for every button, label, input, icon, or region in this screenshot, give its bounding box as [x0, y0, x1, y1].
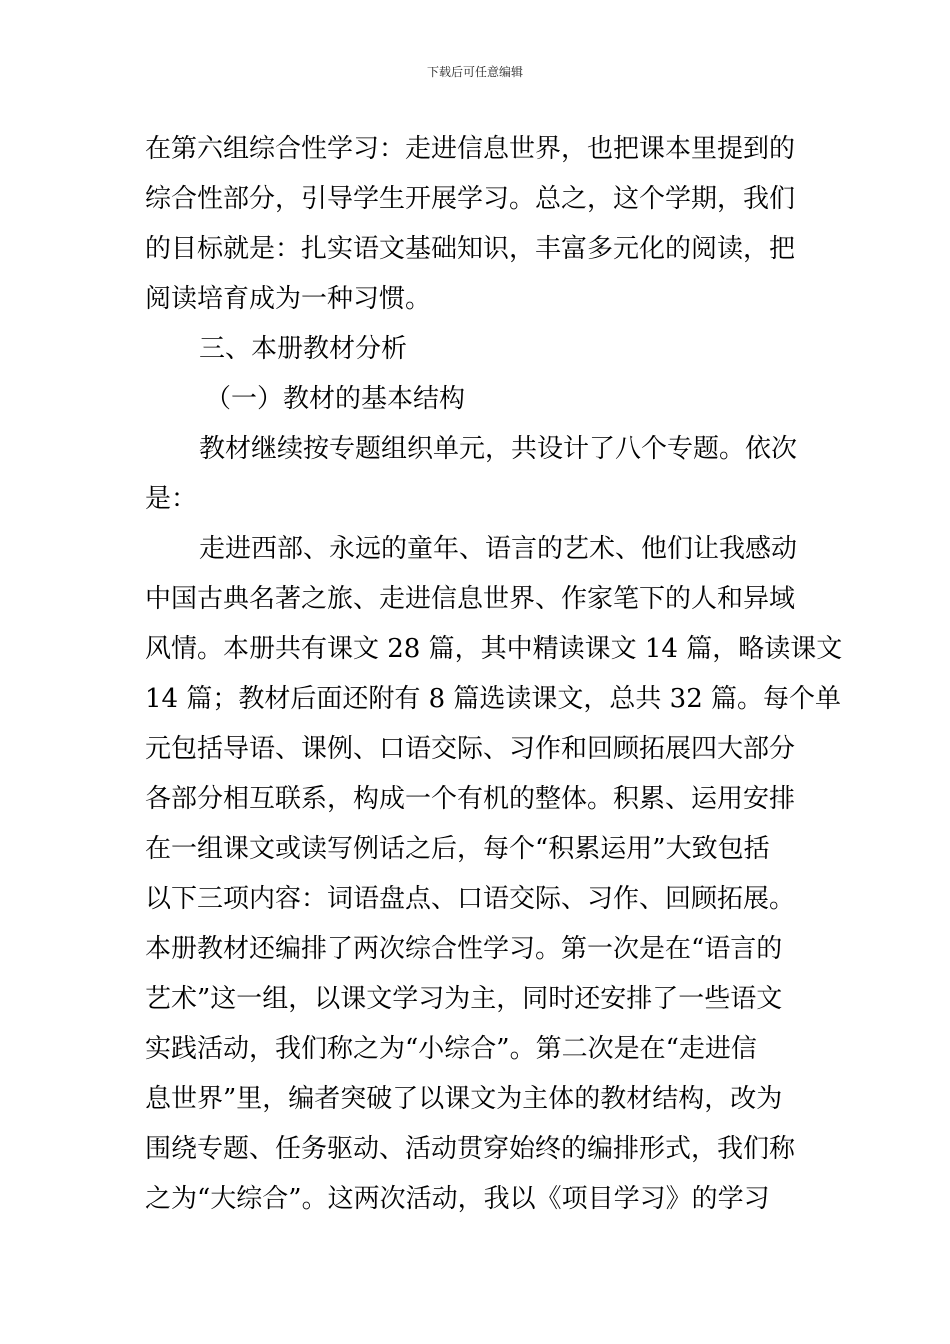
text-line: 元包括导语、课例、口语交际、习作和回顾拓展四大部分 — [145, 734, 796, 764]
text-line: 是： — [145, 484, 198, 514]
subsection-heading: （一）教材的基本结构 — [205, 384, 466, 414]
text-line: 在一组课文或读写例话之后，每个“积累运用”大致包括 — [145, 834, 770, 864]
text-line: 各部分相互联系，构成一个有机的整体。积累、运用安排 — [145, 784, 796, 814]
text-line: 实践活动，我们称之为“小综合”。第二次是在“走进信 — [145, 1034, 757, 1064]
document-body — [145, 124, 843, 1224]
text-line: 息世界”里，编者突破了以课文为主体的教材结构，改为 — [145, 1084, 783, 1114]
section-heading: 三、本册教材分析 — [199, 334, 408, 364]
page-header: 下载后可任意编辑 — [426, 65, 523, 79]
text-line: 之为“大综合”。这两次活动，我以《项目学习》的学习 — [145, 1184, 770, 1214]
text-line: 在第六组综合性学习：走进信息世界，也把课本里提到的 — [145, 134, 796, 164]
text-line: 本册教材还编排了两次综合性学习。第一次是在“语言的 — [145, 934, 783, 964]
text-line: 综合性部分，引导学生开展学习。总之，这个学期，我们 — [145, 184, 796, 214]
text-line: 围绕专题、任务驱动、活动贯穿始终的编排形式，我们称 — [145, 1134, 796, 1164]
text-line: 走进西部、永远的童年、语言的艺术、他们让我感动 — [199, 534, 798, 564]
text-line: 艺术”这一组，以课文学习为主，同时还安排了一些语文 — [145, 984, 783, 1014]
text-line: 教材继续按专题组织单元，共设计了八个专题。依次 — [199, 434, 798, 464]
text-line: 14 篇；教材后面还附有 8 篇选读课文，总共 32 篇。每个单 — [145, 684, 842, 714]
text-line: 风情。本册共有课文 28 篇，其中精读课文 14 篇，略读课文 — [145, 634, 843, 664]
text-line: 中国古典名著之旅、走进信息世界、作家笔下的人和异域 — [145, 584, 796, 614]
text-line: 的目标就是：扎实语文基础知识，丰富多元化的阅读，把 — [145, 234, 796, 264]
text-line: 阅读培育成为一种习惯。 — [145, 284, 432, 314]
text-line: 以下三项内容：词语盘点、口语交际、习作、回顾拓展。 — [145, 884, 796, 914]
